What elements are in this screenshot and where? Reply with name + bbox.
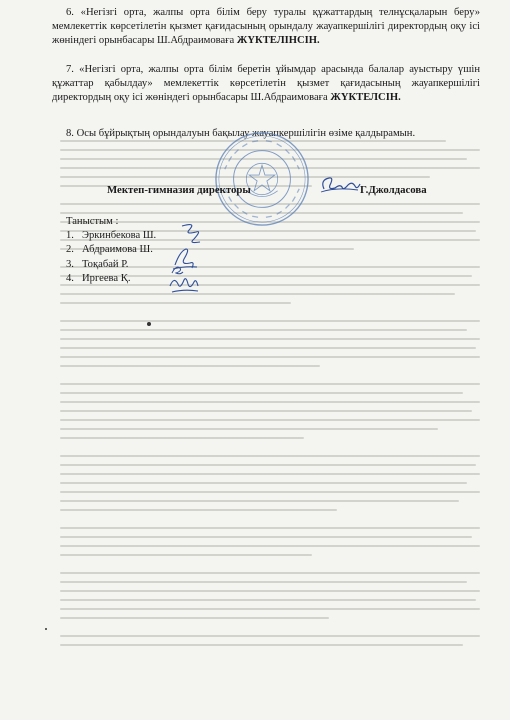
paragraph-number: 6. bbox=[66, 7, 74, 18]
paragraph-number: 8. bbox=[66, 128, 74, 139]
bleed-through-line bbox=[60, 644, 463, 646]
bleed-through-line bbox=[60, 482, 467, 484]
bleed-through-line bbox=[60, 347, 476, 349]
bleed-through-line bbox=[60, 608, 480, 610]
official-seal-icon bbox=[213, 130, 311, 228]
bleed-through-line bbox=[60, 536, 472, 538]
bleed-through-line bbox=[60, 392, 463, 394]
bleed-through-line bbox=[60, 401, 480, 403]
bleed-through-line bbox=[60, 572, 480, 574]
paragraph-7 bbox=[52, 63, 480, 106]
paragraph-text: «Негізгі орта, жалпы орта білім беру туралы құжаттардың телнұсқаларын беру» мемлекеттік көрсетілетін қызмет қағидасының орындалу жауапкершілігі директордың оқу ісі жөніндегі орынбасары Ш.Абдраимоваға bbox=[52, 7, 480, 47]
list-item: 4. Иргеева Қ. bbox=[66, 272, 156, 286]
person-name: Иргеева Қ. bbox=[82, 272, 131, 284]
bleed-through-line bbox=[60, 599, 476, 601]
bleed-through-line bbox=[60, 320, 480, 322]
acknowledgement-title: Таныстым : bbox=[66, 216, 119, 227]
bleed-through-line bbox=[60, 473, 480, 475]
director-signature-icon bbox=[318, 172, 362, 198]
paragraph-number: 7. bbox=[66, 64, 74, 75]
bleed-through-line bbox=[60, 635, 480, 637]
bleed-through-line bbox=[60, 293, 455, 295]
acknowledgement-block bbox=[66, 215, 156, 286]
bleed-through-line bbox=[60, 545, 480, 547]
paragraph-6 bbox=[52, 6, 480, 49]
bleed-through-line bbox=[60, 509, 337, 511]
bleed-through-line bbox=[60, 338, 480, 340]
bleed-through-line bbox=[60, 329, 467, 331]
bleed-through-line bbox=[60, 581, 467, 583]
bleed-through-line bbox=[60, 419, 480, 421]
director-name: Г.Джолдасова bbox=[360, 184, 427, 196]
list-item: 1. Эркинбекова Ш. bbox=[66, 229, 156, 243]
paragraph-text: «Негізгі орта, жалпы орта білім беретін ұйымдар арасында балалар ауыстыру үшін құжаттар қабылдау» мемлекеттік көрсетілетін қызмет қағидасының жауапкершілігі директордың оқу ісі жөніндегі орынбасары Ш.Абдраимоваға bbox=[52, 64, 480, 104]
director-title: Мектеп-гимназия директоры bbox=[107, 184, 251, 196]
bleed-through-line bbox=[60, 527, 480, 529]
person-name: Абдраимова Ш. bbox=[82, 244, 153, 256]
person-name: Тоқабай Р. bbox=[82, 258, 129, 270]
bleed-through-line bbox=[60, 590, 480, 592]
paragraph-text: Осы бұйрықтың орындалуын бақылау жауапкершілігін өзіме қалдырамын. bbox=[76, 128, 416, 139]
bleed-through-line bbox=[60, 383, 480, 385]
ink-speck bbox=[147, 322, 151, 326]
bleed-through-line bbox=[60, 500, 459, 502]
bleed-through-line bbox=[60, 491, 480, 493]
bleed-through-line bbox=[60, 302, 291, 304]
bleed-through-line bbox=[60, 428, 438, 430]
bleed-through-line bbox=[60, 617, 329, 619]
ink-speck bbox=[45, 628, 47, 630]
bleed-through-line bbox=[60, 554, 312, 556]
bleed-through-line bbox=[60, 356, 480, 358]
list-item: 2. Абдраимова Ш. bbox=[66, 243, 156, 257]
signature-4-icon bbox=[166, 272, 202, 298]
bleed-through-line bbox=[60, 437, 304, 439]
person-name: Эркинбекова Ш. bbox=[82, 230, 157, 242]
bleed-through-line bbox=[60, 410, 472, 412]
bleed-through-line bbox=[60, 455, 480, 457]
bleed-through-line bbox=[60, 464, 476, 466]
bleed-through-line bbox=[60, 365, 320, 367]
paragraph-bold-tail: ЖҮКТЕЛІНСІН. bbox=[236, 35, 320, 47]
acknowledgement-list bbox=[66, 229, 156, 286]
list-item: 3. Тоқабай Р. bbox=[66, 258, 156, 272]
paragraph-bold-tail: ЖҮКТЕЛСІН. bbox=[330, 92, 401, 104]
